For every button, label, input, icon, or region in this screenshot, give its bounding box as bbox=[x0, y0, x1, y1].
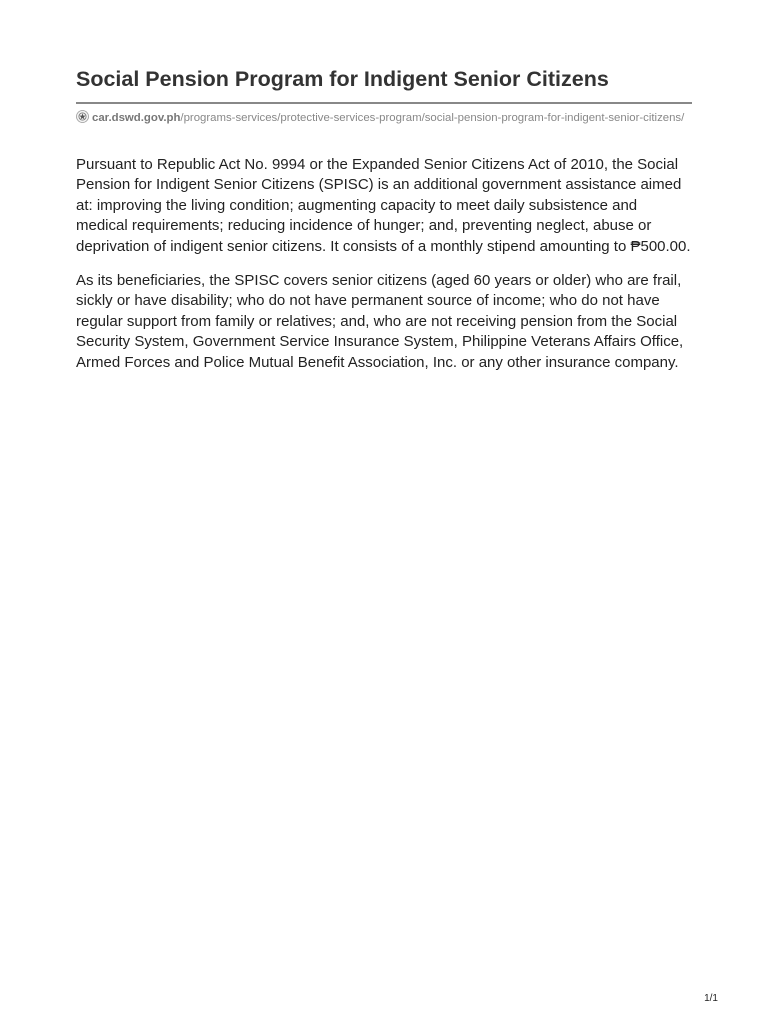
article-body bbox=[76, 155, 692, 373]
source-domain[interactable]: car.dswd.gov.ph bbox=[92, 112, 181, 124]
paragraph-2: As its beneficiaries, the SPISC covers senior citizens (aged 60 years or older) who are frail, sickly or have disability; who do not have permanent source of income; who do not have regular support from family or relatives; and, who are not receiving pension from the Social Security System, Government Service Insurance System, Philippine Veterans Affairs Office, Armed Forces and Police Mutual Benefit Association, Inc. or any other insurance company. bbox=[76, 272, 684, 371]
source-url[interactable] bbox=[76, 110, 692, 125]
site-seal-icon bbox=[76, 110, 89, 123]
page-title: Social Pension Program for Indigent Senior Citizens bbox=[76, 67, 609, 91]
title-divider bbox=[76, 102, 692, 104]
paragraph-1: Pursuant to Republic Act No. 9994 or the Expanded Senior Citizens Act of 2010, the Social Pension for Indigent Senior Citizens (SPISC) is an additional government assistance aimed at: improving the living condition; augmenting capacity to meet daily subsistence and medical requirements; reducing incidence of hunger; and, preventing neglect, abuse or deprivation of indigent senior citizens. It consists of a monthly stipend amounting to ₱500.00. bbox=[76, 156, 691, 255]
source-path[interactable]: /programs-services/protective-services-program/social-pension-program-for-indigent-senior-citizens/ bbox=[180, 112, 685, 124]
document-page bbox=[76, 64, 692, 387]
page-number: 1/1 bbox=[704, 993, 718, 1004]
